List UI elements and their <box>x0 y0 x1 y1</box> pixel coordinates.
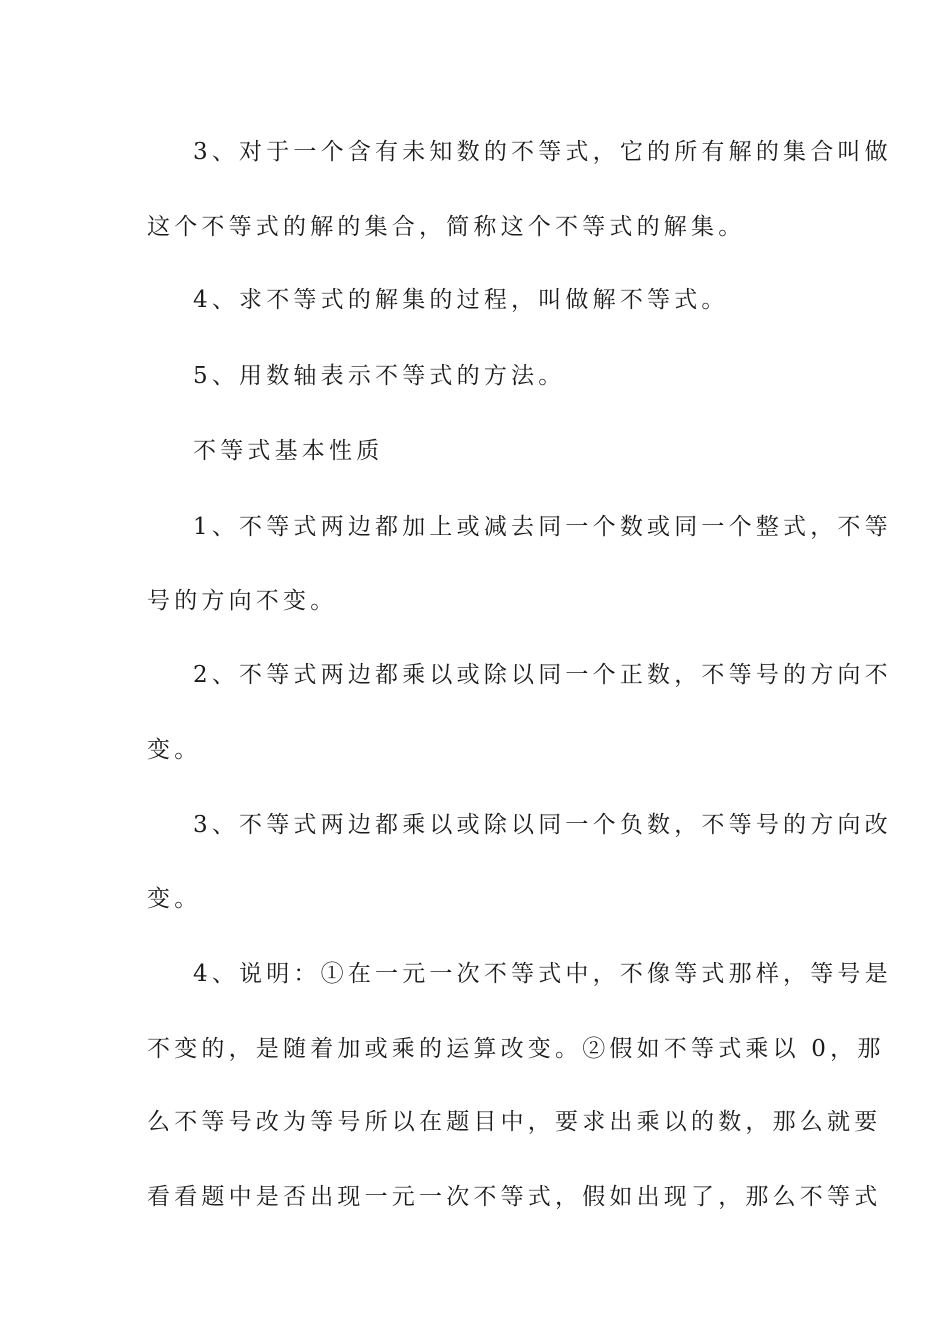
paragraph-line: 5、用数轴表示不等式的方法。 <box>193 363 566 389</box>
paragraph-line: 2、不等式两边都乘以或除以同一个正数，不等号的方向不 <box>193 662 892 688</box>
paragraph-line: 看看题中是否出现一元一次不等式，假如出现了，那么不等式 <box>147 1184 882 1210</box>
paragraph-line: 4、说明：①在一元一次不等式中，不像等式那样，等号是 <box>193 961 892 987</box>
section-heading: 不等式基本性质 <box>193 438 384 464</box>
paragraph-line: 3、对于一个含有未知数的不等式，它的所有解的集合叫做 <box>193 139 892 165</box>
paragraph-line: 这个不等式的解的集合，简称这个不等式的解集。 <box>147 214 746 240</box>
paragraph-line: 么不等号改为等号所以在题目中，要求出乘以的数，那么就要 <box>147 1109 882 1135</box>
paragraph-line: 号的方向不变。 <box>147 588 338 614</box>
paragraph-line: 不变的，是随着加或乘的运算改变。②假如不等式乘以 0，那 <box>147 1036 885 1062</box>
paragraph-line: 3、不等式两边都乘以或除以同一个负数，不等号的方向改 <box>193 812 892 838</box>
paragraph-line: 变。 <box>147 886 202 912</box>
paragraph-line: 4、求不等式的解集的过程，叫做解不等式。 <box>193 287 729 313</box>
paragraph-line: 1、不等式两边都加上或减去同一个数或同一个整式，不等 <box>193 514 892 540</box>
paragraph-line: 变。 <box>147 737 202 763</box>
